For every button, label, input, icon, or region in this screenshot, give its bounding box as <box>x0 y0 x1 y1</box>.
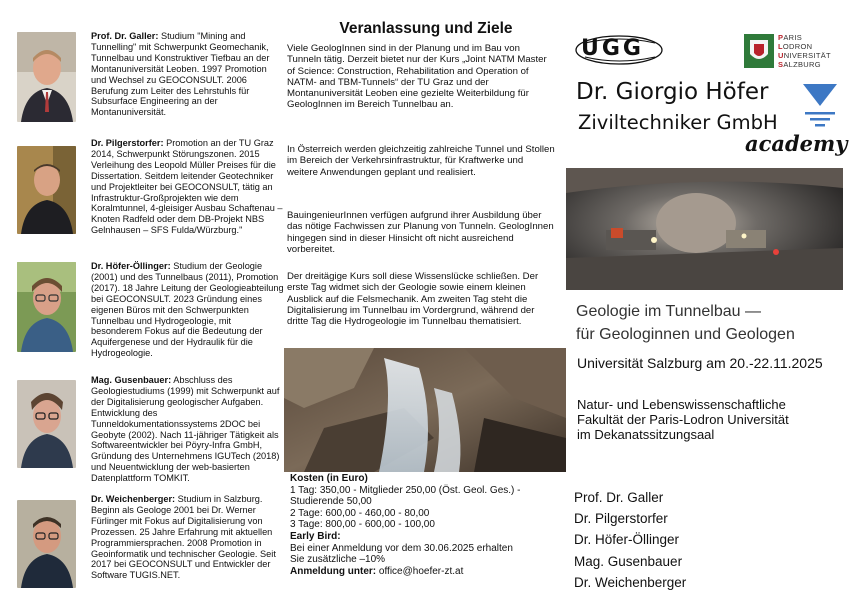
bio-name: Prof. Dr. Galler: <box>91 31 159 41</box>
company-academy: academy <box>745 131 848 156</box>
costs-line: 2 Tage: 600,00 - 460,00 - 80,00 <box>290 507 430 519</box>
paragraph-text: In Österreich werden gleichzeitig zahlreiche Tunnel und Stollen im Bereich der Verkehrsinfrastruktur, für Kraftwerke und weitere Anwendungen geplant und realisiert. <box>287 144 555 178</box>
bio-galler <box>91 31 284 118</box>
portrait-gusenbauer <box>17 380 76 468</box>
event-title-line2: für Geologinnen und Geologen <box>576 326 795 343</box>
tunnel-photo <box>566 168 843 290</box>
early-bird-text: Bei einer Anmeldung vor dem 30.06.2025 erhalten <box>290 542 513 554</box>
paragraph-text: BauingenieurInnen verfügen aufgrund ihrer Ausbildung über das nötige Fachwissen zur Planung von Tunneln. GeologInnen hingegen sind in dieser Hinsicht oft nicht ausreichend vorbereitet. <box>287 210 554 255</box>
speaker-name: Dr. Pilgerstorfer <box>574 511 668 527</box>
bio-text: Studium "Mining and Tunnelling" mit Schwerpunkt Geomechanik, Tunnelbau und Konstruktiver Tiefbau an der Montanuniversität Leoben. 1997 Promotion und Wechsel zu GEOCONSULT. 2006 Berufung zum Leiter des Lehrstuhls für Subsurface Engineering an der Montanuniversität. <box>91 31 270 118</box>
speaker-list <box>574 487 686 593</box>
bio-name: Dr. Pilgerstorfer: <box>91 138 164 148</box>
register-email[interactable]: office@hoefer-zt.at <box>378 565 464 577</box>
speaker-name: Mag. Gusenbauer <box>574 553 683 569</box>
plus-logo: PARIS LODRON UNIVERSITÄT SALZBURG <box>744 33 832 71</box>
rock-waterfall-photo <box>284 348 566 472</box>
bio-name: Dr. Weichenberger: <box>91 494 176 504</box>
early-bird-heading: Early Bird: <box>290 530 341 542</box>
portrait-hoefer-oellinger <box>17 262 76 352</box>
company-name: Dr. Giorgio Höfer <box>576 79 769 105</box>
bio-text: Promotion an der TU Graz 2014, Schwerpunkt Störungszonen. 2015 Verleihung des Leopold Müller Preises für die Dissertation. Seitdem leitender Geotechniker und Projektleiter bei GEOCONSULT, tätig an Infrastruktur-Großprojekten wie dem Koralmtunnel, 4-gleisiger Ausbau Schaftenau – Knoten Radfeld oder dem DB-Projekt NBS Gelnhausen – SFS Fulda/Würzburg." <box>91 138 283 236</box>
early-bird-text: Sie zusätzliche –10% <box>290 554 386 566</box>
speaker-name: Prof. Dr. Galler <box>574 490 664 505</box>
bio-text: Studium in Salzburg. Beginn als Geologe 2001 bei Dr. Werner Fürlinger mit Fokus auf Digitalisierung von Prozessen. 25 Jahre Erfahrung mit aktuellen Programmiersprachen. 2008 Promotion in Geoinformatik und technischer Geologie. Seit 2017 bei GEOCONSULT und Entwickler der Software TUGIS.NET. <box>91 494 276 581</box>
speaker-name: Dr. Höfer-Öllinger <box>574 532 680 548</box>
bio-name: Mag. Gusenbauer: <box>91 375 172 385</box>
portrait-pilgerstorfer <box>17 146 76 234</box>
speaker-name: Dr. Weichenberger <box>574 574 687 590</box>
paragraph-course <box>287 271 555 327</box>
venue-block <box>577 397 789 443</box>
costs-line: Studierende 50,00 <box>290 496 372 508</box>
bio-pilgerstorfer <box>91 138 284 236</box>
bio-text: Studium der Geologie (2001) und des Tunnelbaus (2011), Promotion (2017). 18 Jahre Leitung der Geologieabteilung bei GEOCONSULT. 2023 Gründung eines eigenen Büros mit den Schwerpunkten Tunnelbau und Hydrogeologie, mit besonderem Fokus auf die Bedeutung der Aquifergenese und der Hydraulik für die Hydrogeologie. <box>91 261 284 359</box>
costs-heading: Kosten (in Euro) <box>290 473 368 484</box>
venue-line: im Dekanatssitzungsaal <box>577 427 715 443</box>
ugg-logo <box>575 33 667 67</box>
bio-text: Abschluss des Geologiestudiums (1999) mit Schwerpunkt auf der Digitalisierung geologischer Aufgaben. Entwicklung des Tunneldokumentationssystems 2DOC bei Geobyte (2002). Nach 11-jähriger Tätigkeit als Softwareentwickler bei Pöyry-Infra GmbH, Gründung des Unternehmens IGUTech (2018) und Neuentwicklung der web-basierten Datenplattform TOMKIT. <box>91 375 280 484</box>
register-label: Anmeldung unter: <box>290 565 377 577</box>
paragraph-text: Viele GeologInnen sind in der Planung und im Bau von Tunneln tätig. Derzeit bietet nur der Kurs „Joint NATM Master of Science: Construction, Rehabilitation and Operation of NATM- and TBM-Tunnels“ der TU Graz und der Montanuniversität Leoben eine gezielte Weiterbildung für GeologInnen im Bereich Tunnelbau an. <box>287 43 547 111</box>
event-title-line1: Geologie im Tunnelbau — <box>576 303 761 320</box>
bio-gusenbauer <box>91 375 284 484</box>
company-subtitle: Ziviltechniker GmbH <box>578 111 778 134</box>
venue-line: Natur- und Lebenswissenschaftliche <box>577 397 786 412</box>
ugg-logo-text: UGG <box>581 36 644 61</box>
paragraph-engineers <box>287 210 555 255</box>
bio-hoefer-oellinger <box>91 261 284 359</box>
costs-line: 3 Tage: 800,00 - 600,00 - 100,00 <box>290 519 435 531</box>
venue-line: Fakultät der Paris-Lodron Universität <box>577 412 789 428</box>
portrait-weichenberger <box>17 500 76 588</box>
bio-weichenberger <box>91 494 284 581</box>
paragraph-austria <box>287 144 555 178</box>
costs-line: 1 Tag: 350,00 - Mitglieder 250,00 (Öst. Geol. Ges.) - <box>290 484 521 496</box>
bio-name: Dr. Höfer-Öllinger: <box>91 261 171 271</box>
water-triangle-icon <box>801 82 839 134</box>
section-title: Veranlassung und Ziele <box>339 20 513 37</box>
event-place-date: Universität Salzburg am 20.-22.11.2025 <box>577 355 823 371</box>
portrait-galler <box>17 32 76 122</box>
paragraph-intro <box>287 43 555 111</box>
costs-block <box>290 473 560 577</box>
paragraph-text: Der dreitägige Kurs soll diese Wissenslücke schließen. Der erste Tag widmet sich der Geologie sowie einem kleinen Ausblick auf die Felsmechanik. Am zweiten Tag steht die Digitalisierung im Tunnelbau im Vordergrund, während der dritte Tag die Hydrogeologie im Tunnelbau thematisiert. <box>287 271 539 328</box>
